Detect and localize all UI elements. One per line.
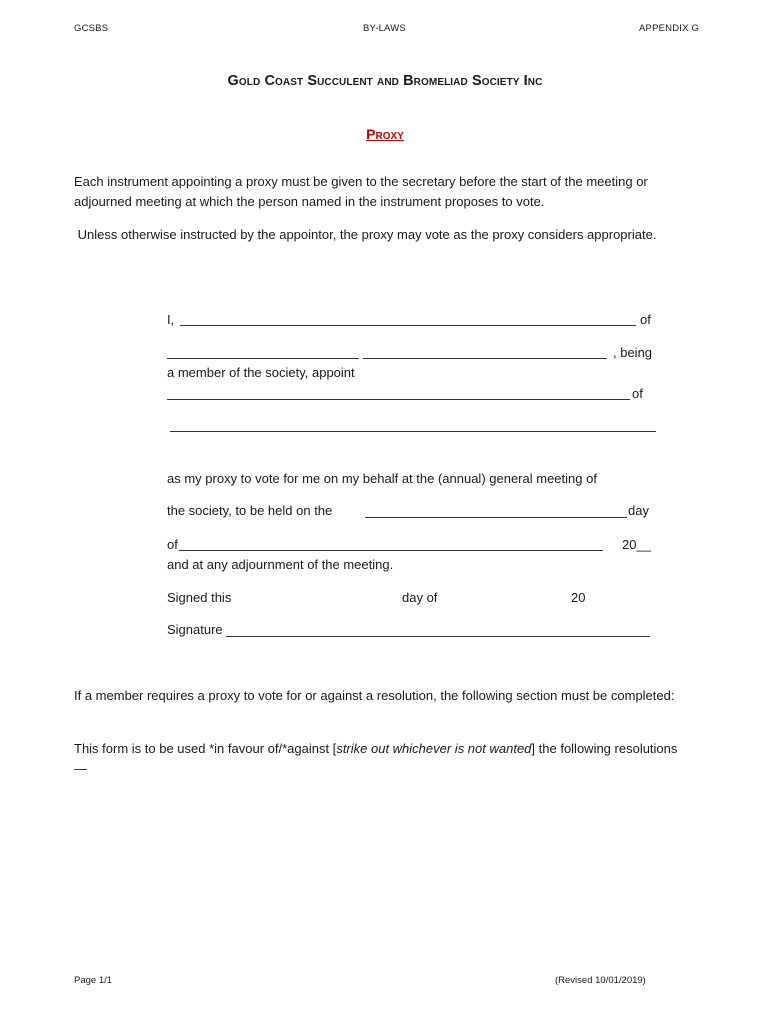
form-being-label: , being <box>613 345 653 360</box>
appointor-name-field[interactable] <box>180 325 636 326</box>
meeting-day-field[interactable] <box>365 517 627 518</box>
signature-field[interactable] <box>226 636 650 637</box>
appointor-address-field-1[interactable] <box>167 358 359 359</box>
document-title: Gold Coast Succulent and Bromeliad Society Inc <box>227 73 543 89</box>
form-day-of-label: day of <box>402 590 438 605</box>
meeting-month-field[interactable] <box>179 550 603 551</box>
proxy-heading: Proxy <box>366 126 404 142</box>
form-year-field[interactable]: 20__ <box>622 537 651 552</box>
proxy-address-field[interactable] <box>170 431 656 432</box>
intro-paragraph-1: Each instrument appointing a proxy must be given to the secretary before the start of the meeting or adjourned meeting at which the person named in the instrument proposes to vote. <box>74 174 648 209</box>
form-signed-this-label: Signed this <box>167 590 232 605</box>
form-member-appoint-label: a member of the society, appoint <box>167 365 355 380</box>
header-org-code: GCSBS <box>74 23 109 34</box>
form-of-label-1: of <box>640 312 651 327</box>
form-signed-year-label: 20 <box>571 590 586 605</box>
form-day-label: day <box>628 503 649 518</box>
form-of-label-2: of <box>632 386 643 401</box>
resolution-form-prefix: This form is to be used *in favour of/*against [ <box>74 741 337 756</box>
form-signature-label: Signature <box>167 622 223 637</box>
form-adjournment-text: and at any adjournment of the meeting. <box>167 557 394 572</box>
intro-paragraph-2: Unless otherwise instructed by the appointor, the proxy may vote as the proxy considers appropriate. <box>74 227 657 242</box>
appointor-address-field-2[interactable] <box>363 358 607 359</box>
resolution-form-suffix: ] the following resolutions— <box>74 741 678 776</box>
form-i-label: I, <box>167 312 175 327</box>
proxy-name-field[interactable] <box>167 399 630 400</box>
footer-page-number: Page 1/1 <box>74 975 113 986</box>
header-appendix: APPENDIX G <box>639 23 700 34</box>
form-held-on-label: the society, to be held on the <box>167 503 333 518</box>
resolution-note: If a member requires a proxy to vote for or against a resolution, the following section must be completed: <box>74 688 675 703</box>
footer-revised-date: (Revised 10/01/2019) <box>555 975 646 986</box>
form-proxy-statement: as my proxy to vote for me on my behalf at the (annual) general meeting of <box>167 471 597 486</box>
resolution-form-text <box>74 739 684 779</box>
header-section: BY-LAWS <box>363 23 406 34</box>
resolution-form-italic: strike out whichever is not wanted <box>336 741 532 756</box>
form-of-label-3: of <box>167 537 178 552</box>
